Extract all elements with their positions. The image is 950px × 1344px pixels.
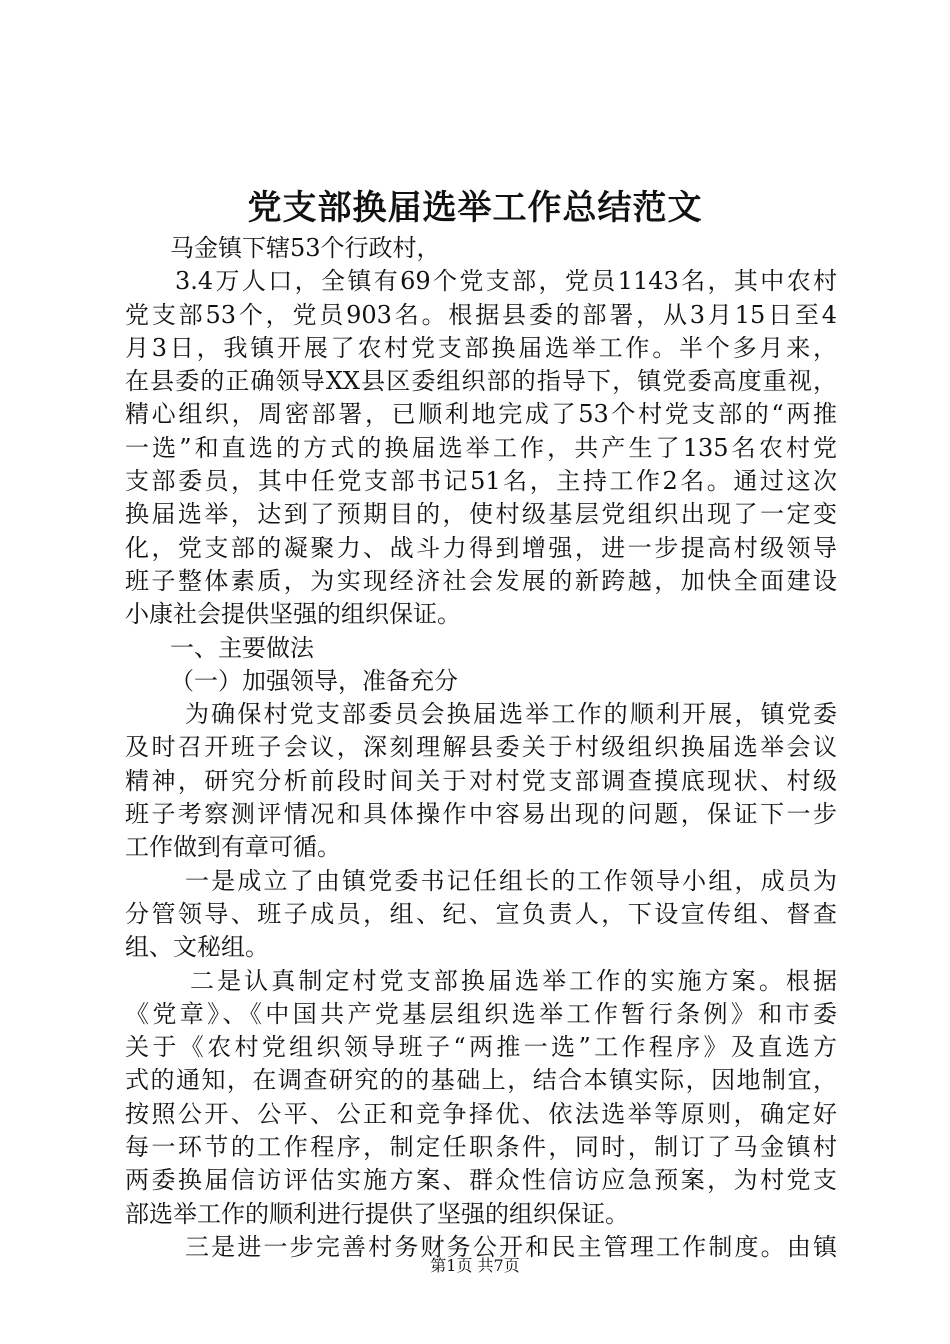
paragraph-line: 《党章》、《中国共产党基层组织选举工作暂行条例》和市委 [125,999,837,1028]
paragraph-line: 党支部53个，党员903名。根据县委的部署，从3月15日至4 [125,300,837,329]
paragraph-line: 一选”和直选的方式的换届选举工作，共产生了135名农村党 [125,433,837,462]
paragraph-line: 分管领导、班子成员，组、纪、宣负责人，下设宣传组、督查 [125,899,837,928]
paragraph-line: 每一环节的工作程序，制定任职条件，同时，制订了马金镇村 [125,1133,837,1162]
paragraph-line: 工作做到有章可循。 [125,833,341,862]
paragraph-line: 精心组织，周密部署，已顺利地完成了53个村党支部的“两推 [125,400,837,429]
paragraph-line: 式的通知，在调查研究的的基础上，结合本镇实际，因地制宜， [125,1066,837,1095]
document-body [125,232,837,1264]
paragraph-line: 二是认真制定村党支部换届选举工作的实施方案。根据 [190,966,837,995]
page-footer: 第1页 共7页 [430,1256,520,1275]
paragraph-line: 月3日，我镇开展了农村党支部换届选举工作。半个多月来， [125,333,837,362]
paragraph-line: 两委换届信访评估实施方案、群众性信访应急预案，为村党支 [125,1166,837,1195]
paragraph-line: 3.4万人口，全镇有69个党支部，党员1143名，其中农村 [175,267,837,296]
paragraph-line: 三是进一步完善村务财务公开和民主管理工作制度。由镇 [185,1232,837,1261]
paragraph-line: 关于《农村党组织领导班子“两推一选”工作程序》及直选方 [125,1033,837,1062]
paragraph-line: 马金镇下辖53个行政村， [170,234,441,262]
document-title: 党支部换届选举工作总结范文 [247,188,703,228]
paragraph-line: 班子整体素质，为实现经济社会发展的新跨越，加快全面建设 [125,566,837,595]
paragraph-line: 支部委员，其中任党支部书记51名，主持工作2名。通过这次 [125,467,837,496]
paragraph-line: 及时召开班子会议，深刻理解县委关于村级组织换届选举会议 [125,733,837,762]
paragraph-line: 在县委的正确领导XX县区委组织部的指导下，镇党委高度重视， [125,367,837,396]
paragraph-line: 小康社会提供坚强的组织保证。 [125,600,461,629]
paragraph-line: 一、主要做法 [170,633,314,662]
paragraph-line: 精神，研究分析前段时间关于对村党支部调查摸底现状、村级 [125,766,837,795]
paragraph-line: 换届选举，达到了预期目的，使村级基层党组织出现了一定变 [125,500,837,529]
paragraph-line: 一是成立了由镇党委书记任组长的工作领导小组，成员为 [185,866,837,895]
paragraph-line: 按照公开、公平、公正和竞争择优、依法选举等原则，确定好 [125,1099,837,1128]
paragraph-line: 为确保村党支部委员会换届选举工作的顺利开展，镇党委 [185,700,837,729]
paragraph-line: 组、文秘组。 [125,933,269,962]
paragraph-line: 化，党支部的凝聚力、战斗力得到增强，进一步提高村级领导 [125,533,837,562]
paragraph-line: 班子考察测评情况和具体操作中容易出现的问题，保证下一步 [125,800,837,829]
paragraph-line: 部选举工作的顺利进行提供了坚强的组织保证。 [125,1199,629,1228]
paragraph-line: （一）加强领导，准备充分 [170,666,458,695]
